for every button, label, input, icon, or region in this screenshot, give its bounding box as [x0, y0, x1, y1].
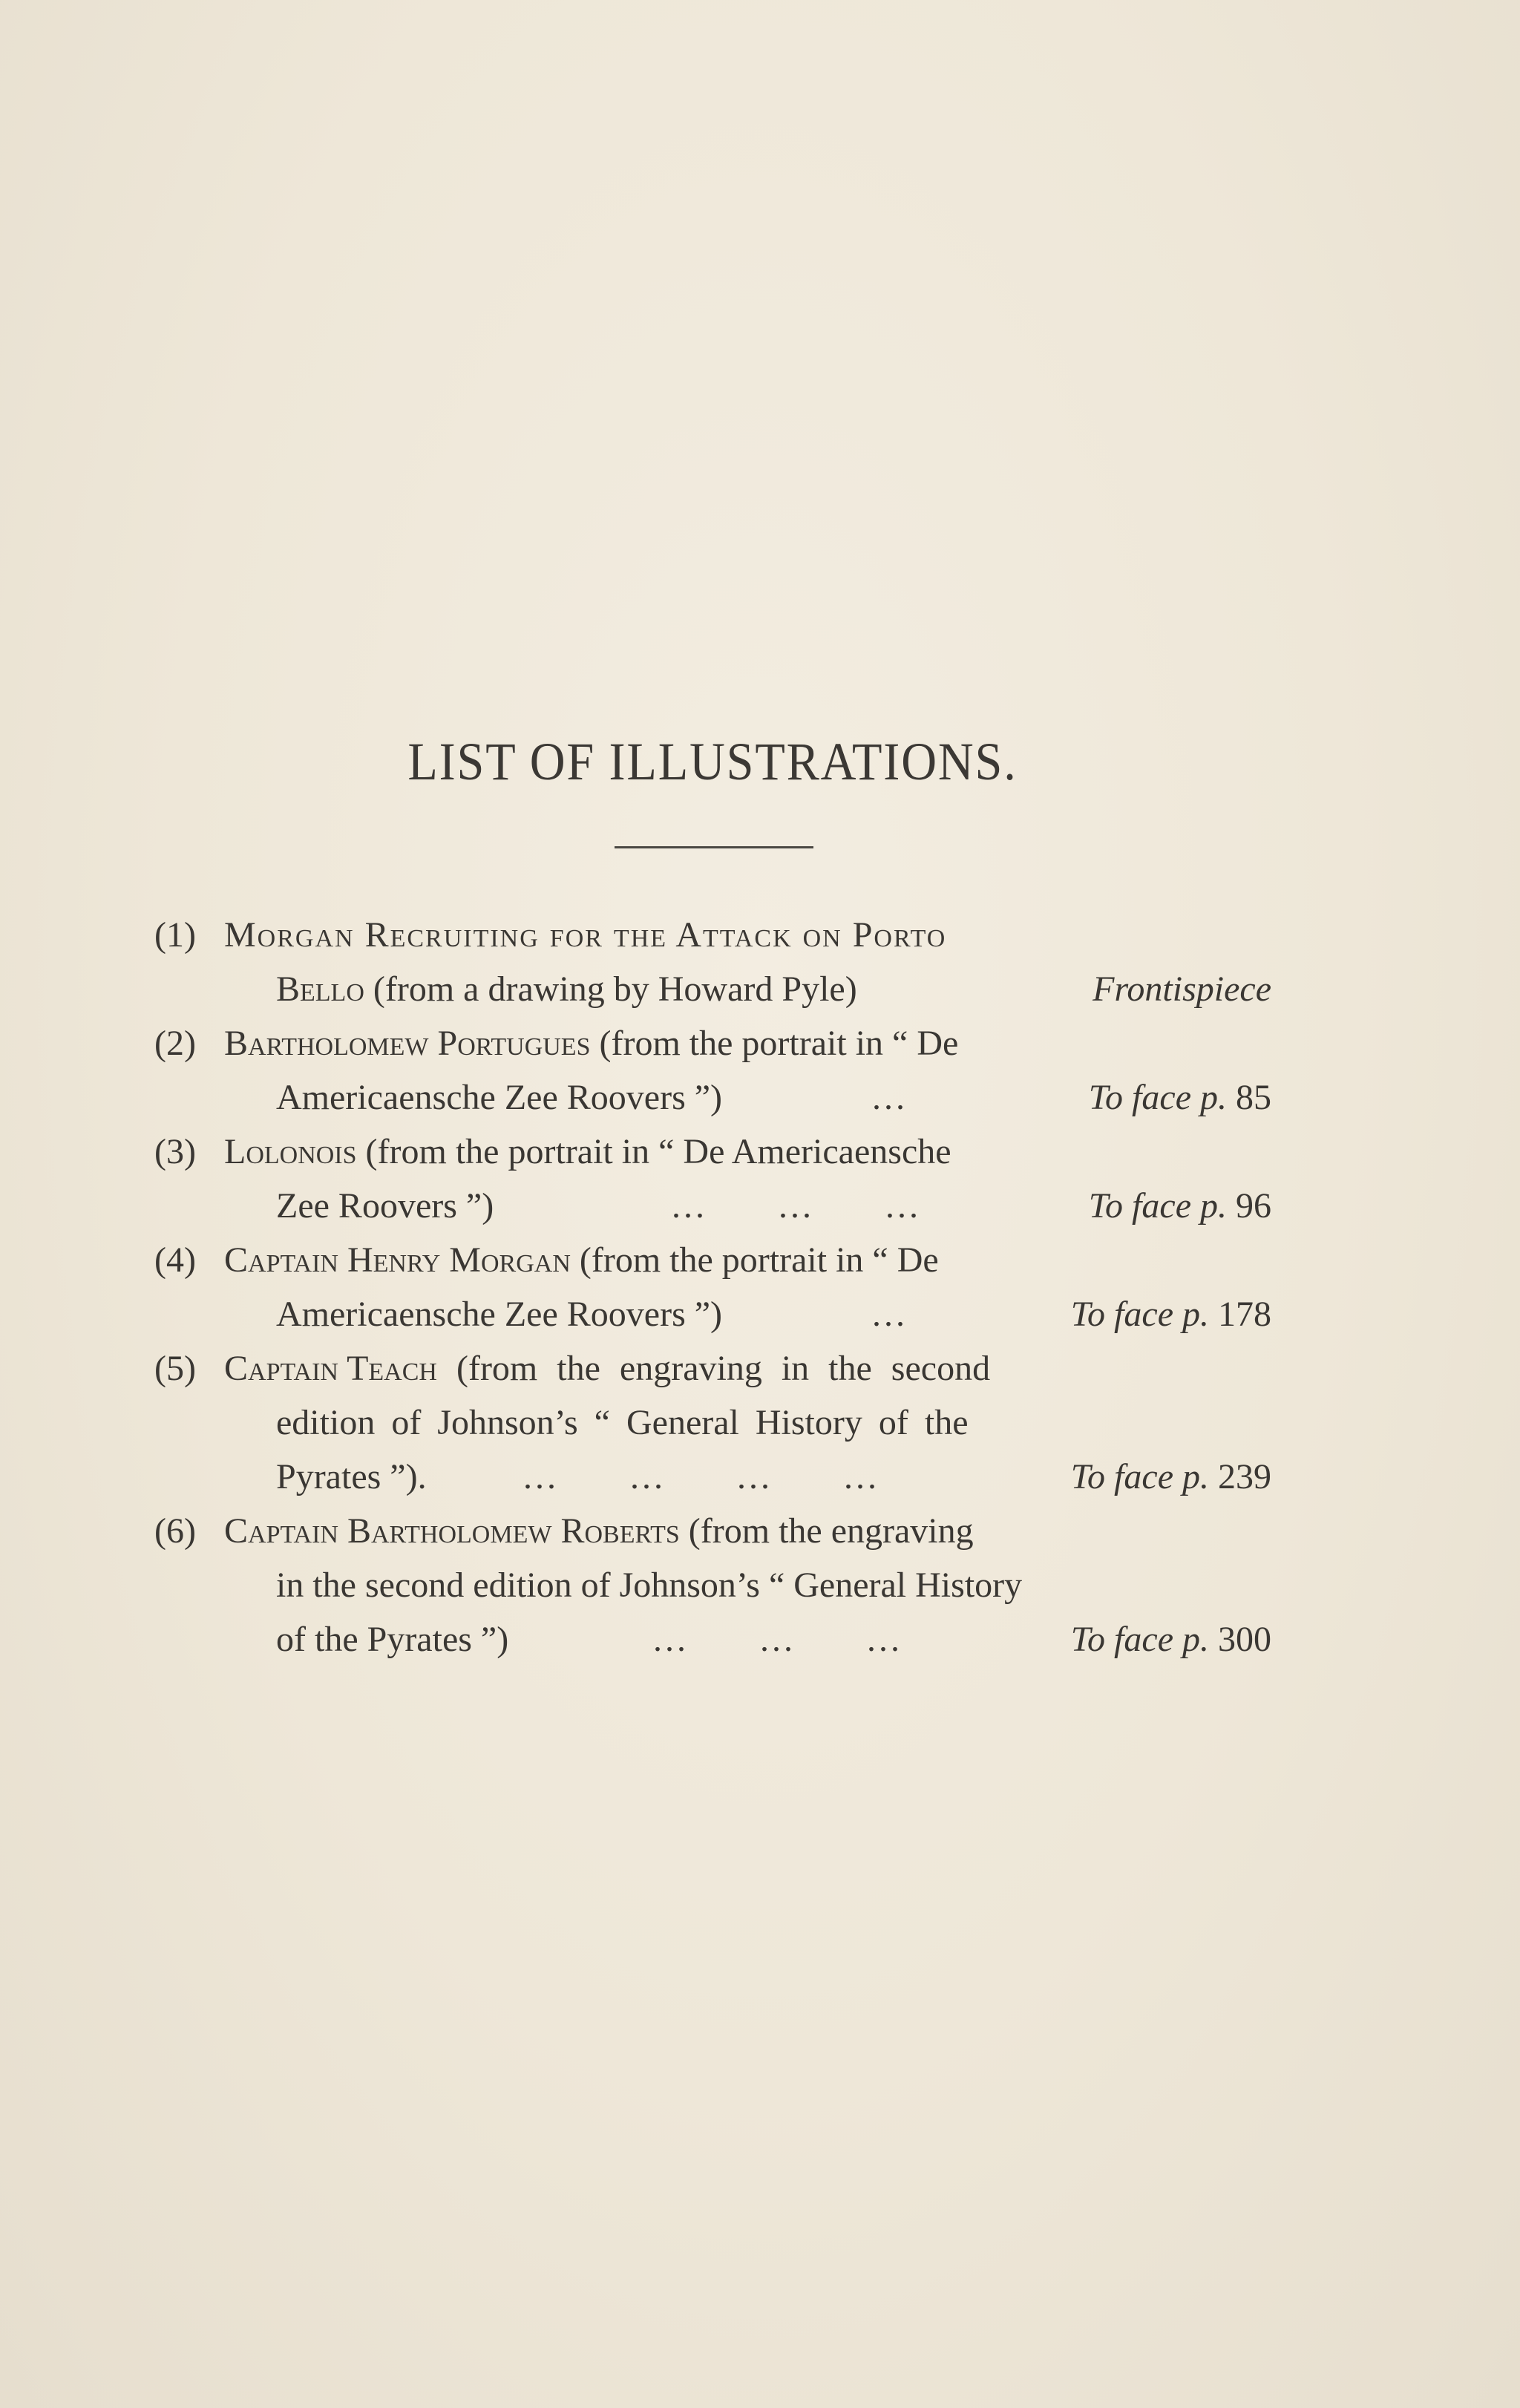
entry-title: Bello	[276, 969, 364, 1009]
entry-title: Captain Teach	[224, 1349, 437, 1388]
entry-source: (from the engraving	[679, 1511, 974, 1551]
entry-number: (5)	[154, 1349, 196, 1388]
dot-leader: ... ... ...	[672, 1186, 921, 1226]
reference-label: To face p.	[1088, 1078, 1227, 1117]
entry-page-reference	[1071, 1617, 1271, 1662]
entry-line-1	[224, 1021, 958, 1066]
entry-number: (2)	[154, 1024, 196, 1063]
reference-page-number: 96	[1236, 1186, 1271, 1226]
entry-source: of the Pyrates ”)	[276, 1620, 509, 1659]
entry-line-2	[276, 967, 857, 1012]
entry-line-1	[224, 1509, 974, 1554]
entry-title: Captain Henry Morgan	[224, 1240, 571, 1280]
reference-label: To face p.	[1070, 1295, 1209, 1334]
reference-page-number: 300	[1218, 1620, 1271, 1659]
reference-page-number: 178	[1218, 1295, 1271, 1334]
dot-leader: ... ... ...	[653, 1620, 902, 1659]
entry-title: Morgan Recruiting for the Attack on Porto	[224, 915, 947, 955]
entry-line-3	[276, 1617, 508, 1662]
entry-line-1	[224, 913, 946, 958]
entry-page-reference	[1092, 967, 1271, 1012]
entry-line-2	[276, 1076, 722, 1120]
entry-title: Lolonois	[224, 1132, 357, 1171]
dot-leader: ...	[872, 1078, 908, 1117]
entry-source: (from the portrait in “ De	[570, 1240, 939, 1280]
entry-number: (6)	[154, 1511, 196, 1551]
entry-line-1	[224, 1130, 951, 1174]
entry-source: (from the portrait in “ De Americaensche	[356, 1132, 951, 1171]
entry-title: Captain Bartholomew Roberts	[224, 1511, 680, 1551]
entry-source: in the second edition of Johnson’s “ General History	[276, 1565, 1023, 1605]
entry-line-2	[276, 1401, 969, 1445]
entry-source: Americaensche Zee Roovers ”)	[276, 1078, 723, 1117]
entry-source: Zee Roovers ”)	[276, 1186, 494, 1226]
entry-title: Bartholomew Portugues	[224, 1024, 591, 1063]
entry-line-1	[224, 1347, 990, 1391]
entry-number: (4)	[154, 1240, 196, 1280]
entry-page-reference	[1089, 1076, 1271, 1120]
reference-label: To face p.	[1088, 1186, 1227, 1226]
entry-number: (3)	[154, 1132, 196, 1171]
entry-number: (1)	[154, 915, 196, 955]
reference-page-number: 239	[1218, 1457, 1271, 1496]
entry-line-2	[276, 1184, 494, 1228]
reference-label: Frontispiece	[1092, 969, 1271, 1009]
reference-page-number: 85	[1236, 1078, 1271, 1117]
entry-source: (from a drawing by Howard Pyle)	[364, 969, 857, 1009]
reference-label: To face p.	[1070, 1620, 1209, 1659]
page-title: LIST OF ILLUSTRATIONS.	[407, 732, 1018, 791]
entry-source: Pyrates ”).	[276, 1457, 427, 1496]
dot-leader: ... ... ... ...	[523, 1457, 879, 1496]
entry-source: Americaensche Zee Roovers ”)	[276, 1295, 723, 1334]
entry-page-reference	[1071, 1292, 1271, 1337]
entry-line-2	[276, 1292, 722, 1337]
entry-line-3	[276, 1455, 427, 1499]
entry-source: edition of Johnson’s “ General History of the	[276, 1403, 969, 1442]
entry-line-1	[224, 1238, 939, 1283]
entry-source: (from the engraving in the second	[436, 1349, 991, 1388]
entry-source: (from the portrait in “ De	[590, 1024, 959, 1063]
entry-page-reference	[1071, 1455, 1271, 1499]
entry-page-reference	[1089, 1184, 1271, 1228]
entry-line-2	[276, 1563, 1022, 1608]
reference-label: To face p.	[1070, 1457, 1209, 1496]
dot-leader: ...	[872, 1295, 908, 1334]
